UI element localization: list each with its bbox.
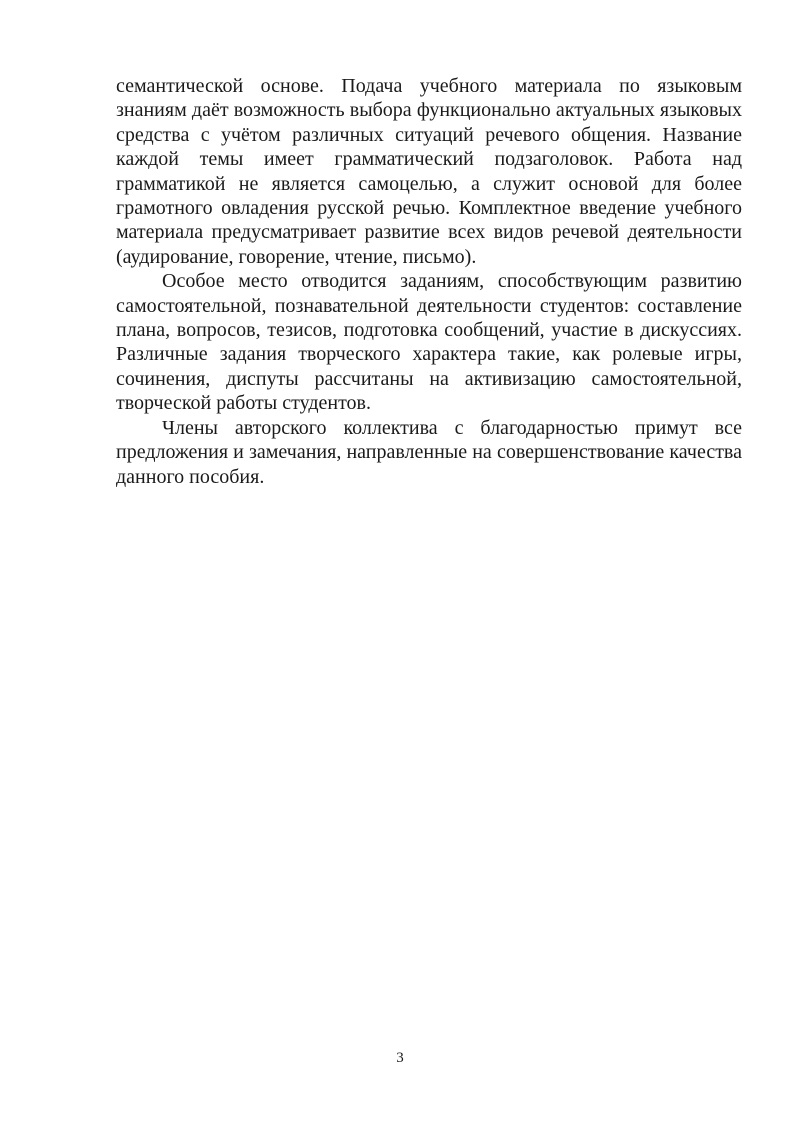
paragraph-acknowledgement: Члены авторского коллектива с благодарностью примут все предложения и замечания, направленные на совершенствование качества данного пособия. — [116, 416, 742, 488]
paragraph-continuation: семантической основе. Подача учебного материала по языковым знаниям даёт возможность выбора функционально актуальных языковых средства с учётом различных ситуаций речевого общения. Название каждой темы имеет грамматический подзаголовок. Работа над грамматикой не является самоцелью, а служит основой для более грамотного овладения русской речью. Комплектное введение учебного материала предусматривает развитие всех видов речевой деятельности (аудирование, говорение, чтение, письмо). — [116, 75, 742, 268]
paragraph-independent-work: Особое место отводится заданиям, способствующим развитию самостоятельной, познавательной деятельности студентов: составление плана, вопросов, тезисов, подготовка сообщений, участие в дискуссиях. Различные задания творческого характера такие, как ролевые игры, сочинения, диспуты рассчитаны на активизацию самостоятельной, творческой работы студентов. — [116, 270, 742, 415]
body-text — [116, 74, 742, 489]
page-number: 3 — [396, 1050, 404, 1066]
